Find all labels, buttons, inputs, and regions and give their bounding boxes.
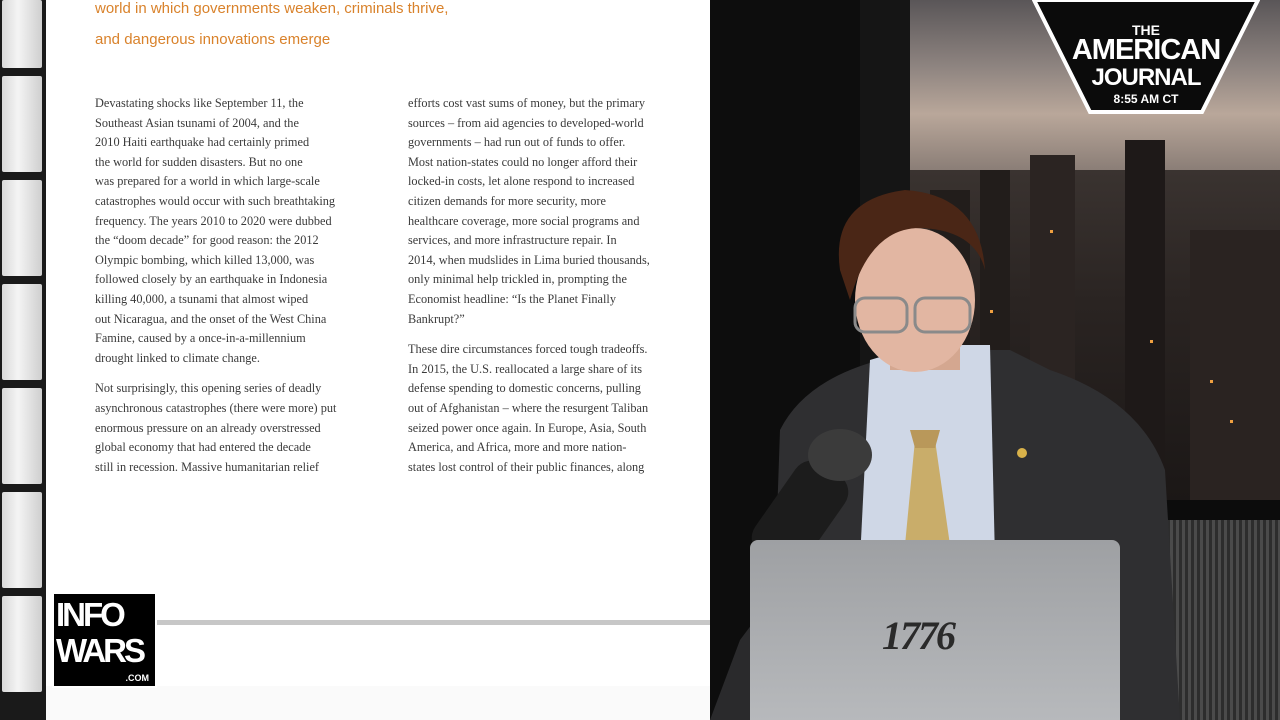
- strip-frame: [2, 492, 42, 588]
- text-line: still in recession. Massive humanitarian relief: [95, 459, 320, 474]
- logo-text-wars: WARS: [56, 632, 143, 669]
- show-title-journal: JOURNAL: [1091, 64, 1201, 91]
- studio-video-feed: [710, 0, 1280, 720]
- text-line: 2010 Haiti earthquake had certainly primed: [95, 135, 310, 150]
- text-line: catastrophes would occur with such breathtaking: [95, 193, 336, 208]
- text-line: enormous pressure on an already overstressed: [95, 420, 321, 435]
- paragraph: [95, 379, 378, 477]
- left-edge-strip: [0, 0, 46, 720]
- text-line: global economy that had entered the decade: [95, 440, 311, 455]
- infowars-logo: [52, 592, 157, 688]
- text-line: killing 40,000, a tsunami that almost wiped: [95, 291, 309, 306]
- text-line: Bankrupt?”: [408, 311, 465, 326]
- logo-text-domain: .COM: [125, 673, 149, 683]
- text-line: Not surprisingly, this opening series of deadly: [95, 381, 322, 396]
- text-line: sources – from aid agencies to developed-world: [408, 115, 644, 130]
- text-line: frequency. The years 2010 to 2020 were dubbed: [95, 213, 332, 228]
- text-line: efforts cost vast sums of money, but the primary: [408, 96, 646, 110]
- document-left-column: [95, 94, 378, 488]
- broadcast-time: 8:55 AM CT: [1113, 92, 1179, 106]
- text-line: 2014, when mudslides in Lima buried thousands,: [408, 252, 650, 267]
- text-line: only minimal help trickled in, prompting the: [408, 272, 627, 287]
- strip-frame: [2, 284, 42, 380]
- text-line: Economist headline: “Is the Planet Finally: [408, 291, 616, 306]
- paragraph: [408, 94, 691, 329]
- text-line: followed closely by an earthquake in Indonesia: [95, 272, 328, 287]
- text-line: Southeast Asian tsunami of 2004, and the: [95, 115, 299, 130]
- strip-frame: [2, 0, 42, 68]
- text-line: was prepared for a world in which large-scale: [95, 174, 320, 189]
- text-line: drought linked to climate change.: [95, 350, 260, 365]
- text-line: governments – had run out of funds to offer.: [408, 135, 626, 150]
- document-right-column: [408, 94, 691, 488]
- text-line: Devastating shocks like September 11, the: [95, 96, 304, 110]
- show-title-the: THE: [1132, 22, 1160, 38]
- strip-frame: [2, 76, 42, 172]
- strip-frame: [2, 180, 42, 276]
- document-heading-line-2: and dangerous innovations emerge: [95, 31, 331, 48]
- text-line: out of Afghanistan – where the resurgent Taliban: [408, 400, 649, 415]
- text-line: seized power once again. In Europe, Asia, South: [408, 420, 647, 435]
- laptop-sticker: 1776: [882, 613, 954, 658]
- paragraph: [95, 94, 378, 368]
- show-title-american: AMERICAN: [1071, 34, 1221, 66]
- document-heading-line-1: world in which governments weaken, criminals thrive,: [95, 0, 449, 17]
- text-line: the “doom decade” for good reason: the 2012: [95, 233, 319, 248]
- text-line: defense spending to domestic concerns, pulling: [408, 381, 641, 396]
- strip-frame: [2, 388, 42, 484]
- text-line: healthcare coverage, more social programs and: [408, 213, 640, 228]
- page-divider: [146, 620, 710, 625]
- strip-frame: [2, 596, 42, 692]
- paragraph: [408, 340, 691, 477]
- text-line: citizen demands for more security, more: [408, 193, 606, 208]
- text-line: America, and Africa, more and more nation-: [408, 440, 627, 455]
- text-line: In 2015, the U.S. reallocated a large share of its: [408, 361, 643, 376]
- text-line: Famine, caused by a once-in-a-millennium: [95, 331, 306, 346]
- text-line: services, and more infrastructure repair. In: [408, 233, 617, 248]
- text-line: asynchronous catastrophes (there were more) put: [95, 400, 337, 415]
- text-line: locked-in costs, let alone respond to increased: [408, 174, 635, 189]
- show-title-badge: [1032, 0, 1260, 116]
- logo-text-info: INFO: [56, 596, 123, 633]
- text-line: Most nation-states could no longer afford their: [408, 154, 638, 169]
- text-line: Olympic bombing, which killed 13,000, was: [95, 252, 315, 267]
- text-line: states lost control of their public finances, along: [408, 459, 645, 474]
- page-footer-band: [46, 686, 710, 720]
- text-line: the world for sudden disasters. But no one: [95, 154, 303, 169]
- laptop: [750, 540, 1120, 720]
- text-line: These dire circumstances forced tough tradeoffs.: [408, 342, 648, 357]
- text-line: out Nicaragua, and the onset of the West China: [95, 311, 327, 326]
